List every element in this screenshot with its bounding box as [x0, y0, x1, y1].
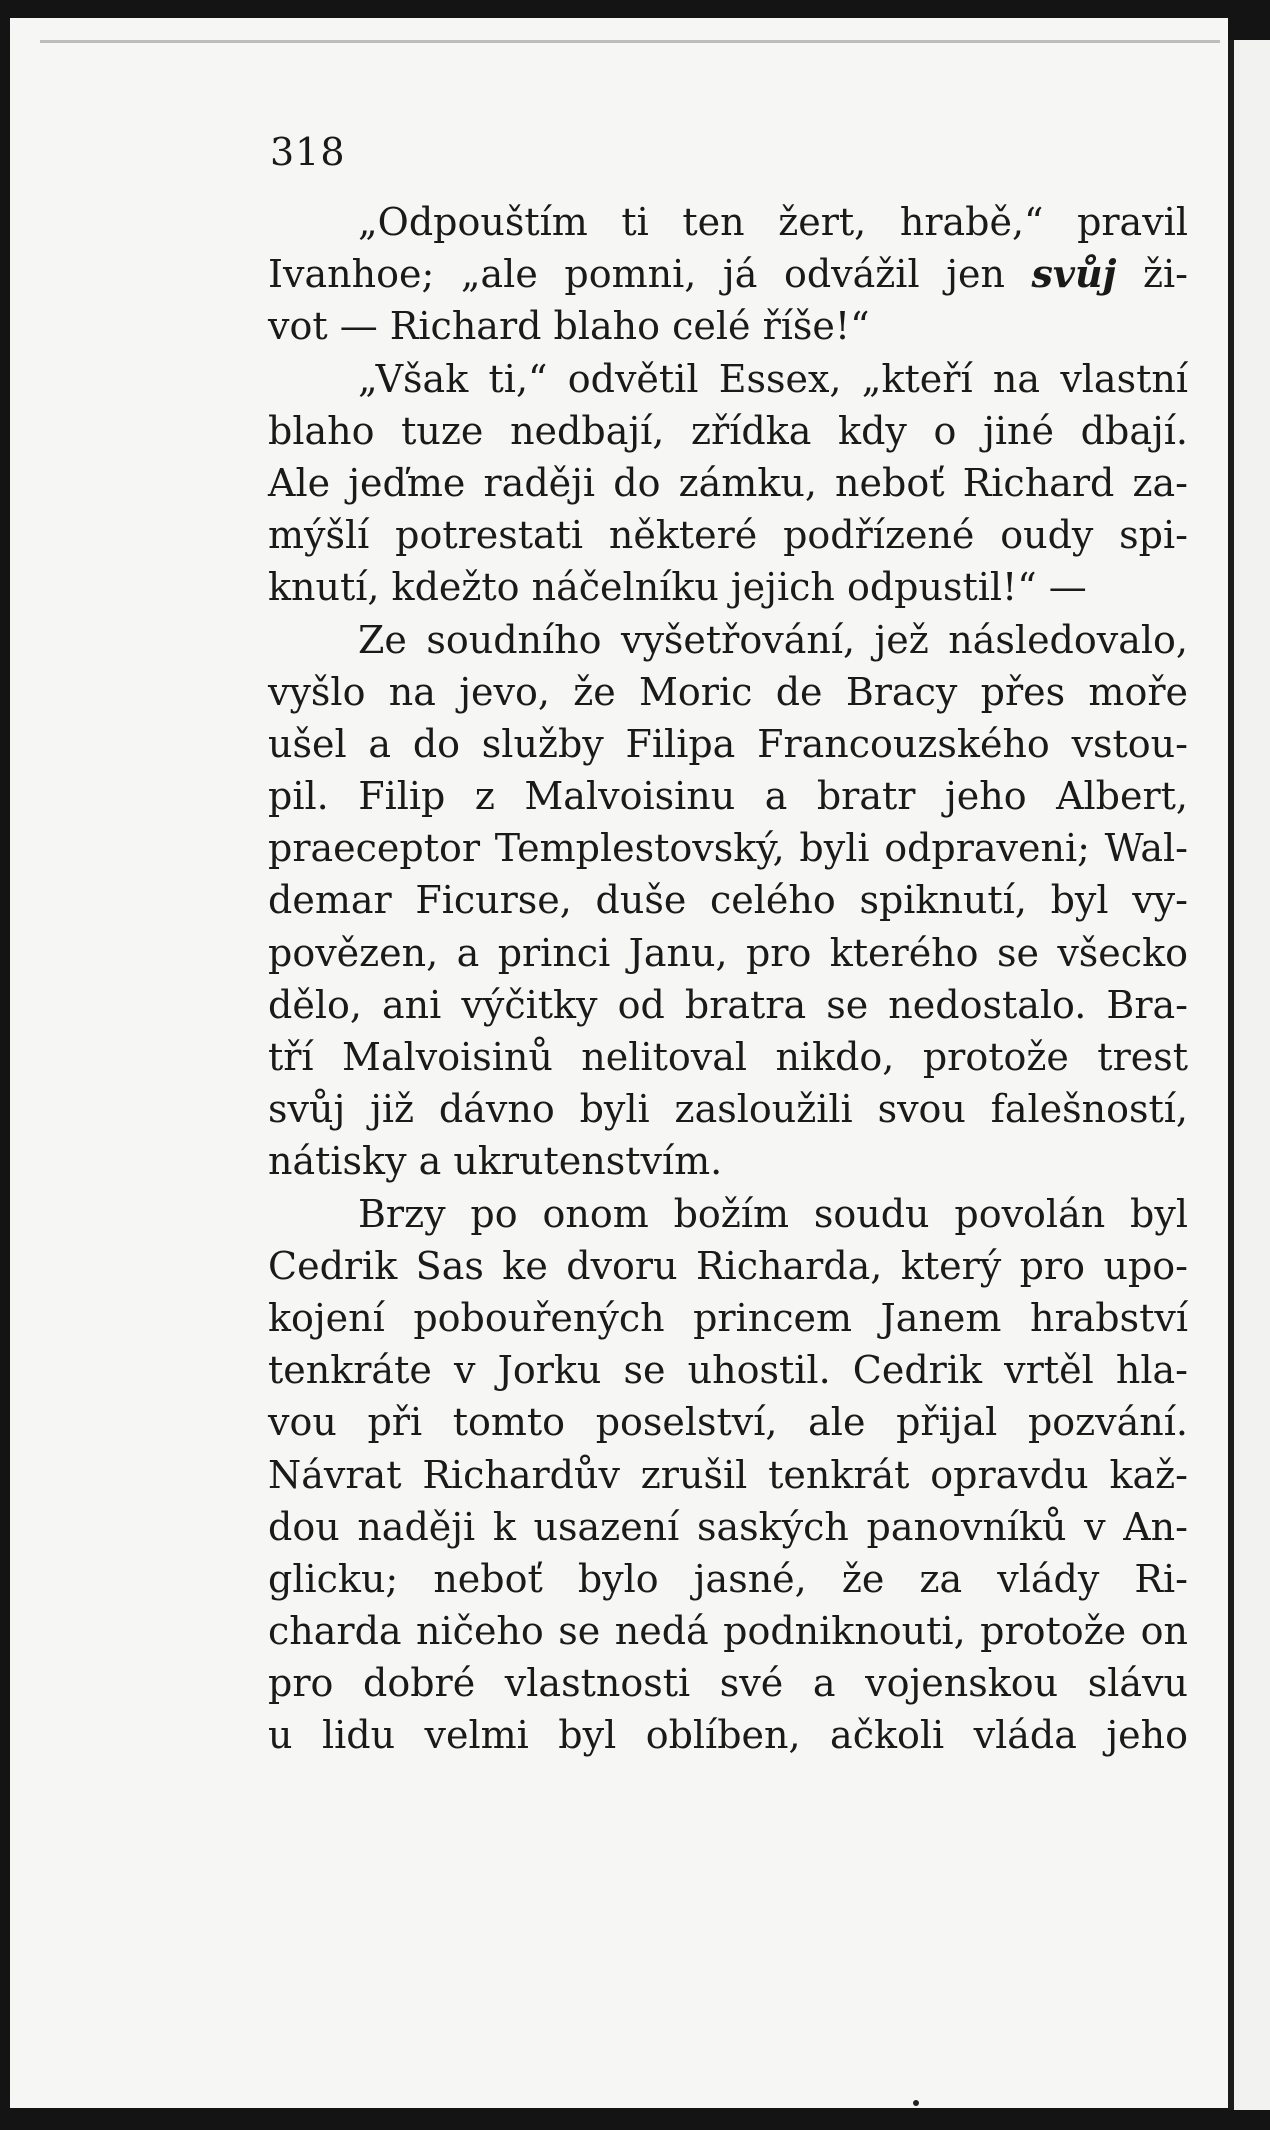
text-line: kojení pobouřených princem Janem hrabství: [268, 1295, 1188, 1340]
text-line: nátisky a ukrutenstvím.: [268, 1139, 723, 1184]
text-line: vou při tomto poselství, ale přijal pozvání.: [268, 1400, 1188, 1445]
book-page: [10, 18, 1228, 2108]
text-line: charda ničeho se nedá podniknouti, protože on: [268, 1609, 1188, 1654]
next-page-edge: [1228, 40, 1270, 2110]
text-line: demar Ficurse, duše celého spiknutí, byl vy-: [268, 878, 1188, 923]
text-line-end: ži-: [1116, 252, 1188, 297]
text-line: „Však ti,“ odvětil Essex, „kteří na vlastní: [358, 356, 1188, 401]
page-number: 318: [270, 130, 346, 174]
text-line-start: Ivanhoe; „ale pomni, já odvážil jen: [268, 252, 1032, 297]
text-line: Cedrik Sas ke dvoru Richarda, který pro upo-: [268, 1243, 1188, 1288]
text-line: ušel a do služby Filipa Francouzského vstou-: [268, 721, 1188, 766]
text-line: dělo, ani výčitky od bratra se nedostalo. Bra-: [268, 982, 1188, 1027]
page-top-rule: [40, 40, 1220, 43]
scan-speck: [913, 2100, 919, 2106]
text-line: glicku; neboť bylo jasné, že za vlády Ri-: [268, 1556, 1188, 1601]
text-line: „Odpouštím ti ten žert, hrabě,“ pravil: [358, 200, 1188, 244]
text-line: praeceptor Templestovský, byli odpraveni; Wal-: [268, 826, 1188, 871]
text-line: blaho tuze nedbají, zřídka kdy o jiné dbají.: [268, 408, 1188, 453]
body-text: [268, 196, 1188, 1762]
text-line: Brzy po onom božím soudu povolán byl: [358, 1191, 1188, 1236]
text-line: vot — Richard blaho celé říše!“: [268, 304, 870, 349]
text-line: Ze soudního vyšetřování, jež následovalo,: [358, 617, 1188, 662]
text-line: vyšlo na jevo, že Moric de Bracy přes moře: [268, 669, 1188, 714]
text-line: Návrat Richardův zrušil tenkrát opravdu kaž-: [268, 1452, 1188, 1497]
text-line: svůj již dávno byli zasloužili svou falešností,: [268, 1087, 1188, 1132]
text-line: pil. Filip z Malvoisinu a bratr jeho Albert,: [268, 774, 1188, 819]
text-line: povězen, a princi Janu, pro kterého se všecko: [268, 930, 1188, 975]
text-line: [268, 248, 1188, 300]
text-line: u lidu velmi byl oblíben, ačkoli vláda jeho: [268, 1713, 1188, 1758]
text-line: tenkráte v Jorku se uhostil. Cedrik vrtěl hla-: [268, 1348, 1188, 1393]
text-line: tří Malvoisinů nelitoval nikdo, protože trest: [268, 1035, 1188, 1079]
text-line: Ale jeďme raději do zámku, neboť Richard za-: [268, 460, 1188, 505]
text-line: dou naději k usazení saských panovníků v An-: [268, 1504, 1188, 1549]
text-line: pro dobré vlastnosti své a vojenskou slávu: [268, 1661, 1188, 1706]
text-line: knutí, kdežto náčelníku jejich odpustil!“ —: [268, 565, 1087, 610]
text-line: mýšlí potrestati některé podřízené oudy spi-: [268, 513, 1188, 558]
emphasized-word: svůj: [1031, 251, 1117, 297]
